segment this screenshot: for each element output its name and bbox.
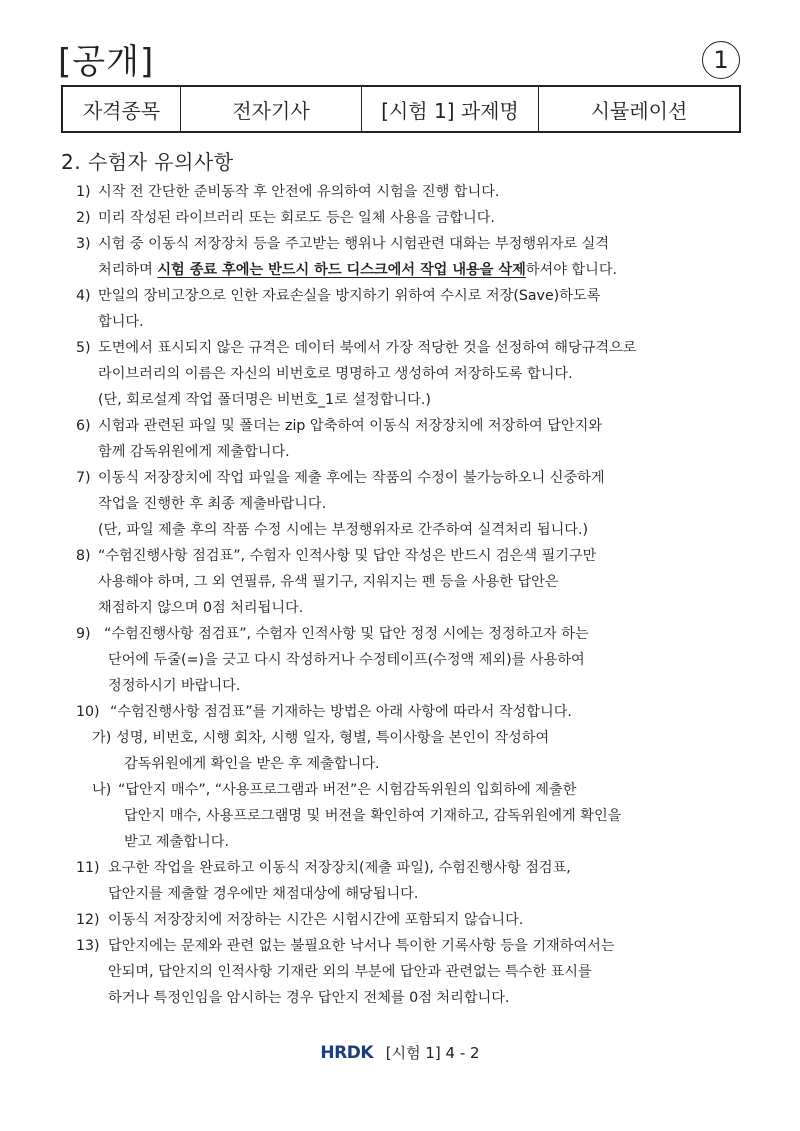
category-label: 자격종목 xyxy=(62,86,181,132)
instruction-text: 정정하시기 바랍니다. xyxy=(108,678,241,694)
instruction-number: 나) xyxy=(92,782,112,798)
page-label: [공개] xyxy=(58,42,155,82)
instruction-text: 받고 제출합니다. xyxy=(124,834,229,850)
hrdk-logo: HRDK xyxy=(320,1043,373,1063)
instruction-number: 2) xyxy=(76,210,91,226)
instruction-number: 3) xyxy=(76,236,91,252)
instruction-text: 하거나 특정인임을 암시하는 경우 답안지 전체를 0점 처리합니다. xyxy=(108,990,510,1006)
section-title: 2. 수험자 유의사항 xyxy=(61,150,234,174)
footer xyxy=(0,1042,800,1063)
instruction-text: 채점하지 않으며 0점 처리됩니다. xyxy=(98,600,304,616)
instruction-text: 합니다. xyxy=(98,314,144,330)
info-table-row xyxy=(62,86,740,132)
instruction-number: 8) xyxy=(76,548,91,564)
instruction-text: “수험진행사항 점검표”, 수험자 인적사항 및 답안 작성은 반드시 검은색 필기구만 xyxy=(98,548,597,564)
instruction-text: (단, 회로설계 작업 폴더명은 비번호_1로 설정합니다.) xyxy=(98,392,431,408)
instruction-text: 미리 작성된 라이브러리 또는 회로도 등은 일체 사용을 금합니다. xyxy=(98,210,495,226)
instruction-text: 함께 감독위원에게 제출합니다. xyxy=(98,444,290,460)
info-table xyxy=(61,85,741,133)
instruction-text: 답안지를 제출할 경우에만 채점대상에 해당됩니다. xyxy=(108,886,419,902)
instruction-text: 시험과 관련된 파일 및 폴더는 zip 압축하여 이동식 저장장치에 저장하여 답안지와 xyxy=(98,418,603,434)
instruction-text: 이동식 저장장치에 작업 파일을 제출 후에는 작품의 수정이 불가능하오니 신중하게 xyxy=(98,470,605,486)
instruction-text: 답안지 매수, 사용프로그램명 및 버전을 확인하여 기재하고, 감독위원에게 확인을 xyxy=(124,808,622,824)
instruction-text: 성명, 비번호, 시행 회차, 시행 일자, 형별, 특이사항을 본인이 작성하여 xyxy=(116,730,550,746)
instruction-number: 10) xyxy=(76,704,100,720)
instruction-text: 사용해야 하며, 그 외 연필류, 유색 필기구, 지워지는 펜 등을 사용한 답안은 xyxy=(98,574,559,590)
instruction-text: “답안지 매수”, “사용프로그램과 버전”은 시험감독위원의 입회하에 제출한 xyxy=(118,782,577,798)
instruction-text: 요구한 작업을 완료하고 이동식 저장장치(제출 파일), 수험진행사항 점검표, xyxy=(108,860,571,876)
task-value: 시뮬레이션 xyxy=(539,86,741,132)
footer-page-text: [시험 1] 4 - 2 xyxy=(385,1044,480,1062)
instruction-text: 단어에 두줄(=)을 긋고 다시 작성하거나 수정테이프(수정액 제외)를 사용하여 xyxy=(108,652,585,668)
instruction-text: (단, 파일 제출 후의 작품 수정 시에는 부정행위자로 간주하여 실격처리 됩니다.) xyxy=(98,522,589,538)
instruction-text: “수험진행사항 점검표”, 수험자 인적사항 및 답안 정정 시에는 정정하고자 하는 xyxy=(104,626,589,642)
instruction-text: 만일의 장비고장으로 인한 자료손실을 방지하기 위하여 수시로 저장(Save)하도록 xyxy=(98,288,601,304)
instruction-number: 6) xyxy=(76,418,91,434)
instruction-text: 안되며, 답안지의 인적사항 기재란 외의 부분에 답안과 관련없는 특수한 표시를 xyxy=(108,964,592,980)
instruction-number: 12) xyxy=(76,912,100,928)
instruction-text: 감독위원에게 확인을 받은 후 제출합니다. xyxy=(124,756,380,772)
instruction-text: 시험 중 이동식 저장장치 등을 주고받는 행위나 시험관련 대화는 부정행위자로 실격 xyxy=(98,236,610,252)
instruction-text: 작업을 진행한 후 최종 제출바랍니다. xyxy=(98,496,327,512)
instruction-text: 이동식 저장장치에 저장하는 시간은 시험시간에 포함되지 않습니다. xyxy=(108,912,524,928)
instruction-text: 시작 전 간단한 준비동작 후 안전에 유의하여 시험을 진행 합니다. xyxy=(98,184,500,200)
instruction-text: 라이브러리의 이름은 자신의 비번호로 명명하고 생성하여 저장하도록 합니다. xyxy=(98,366,573,382)
instruction-text: 도면에서 표시되지 않은 규격은 데이터 북에서 가장 적당한 것을 선정하여 해당규격으로 xyxy=(98,340,637,356)
instruction-number: 9) xyxy=(76,626,91,642)
instruction-number: 5) xyxy=(76,340,91,356)
page-number-badge: 1 xyxy=(702,41,740,79)
instruction-text: “수험진행사항 점검표”를 기재하는 방법은 아래 사항에 따라서 작성합니다. xyxy=(110,704,572,720)
emphasized-warning: 시험 종료 후에는 반드시 하드 디스크에서 작업 내용을 삭제 xyxy=(157,262,526,278)
instruction-number: 4) xyxy=(76,288,91,304)
task-label: [시험 1] 과제명 xyxy=(362,86,539,132)
instruction-text: 처리하며 시험 종료 후에는 반드시 하드 디스크에서 작업 내용을 삭제하셔야 합니다. xyxy=(98,262,618,278)
instruction-number: 7) xyxy=(76,470,91,486)
instruction-text: 답안지에는 문제와 관련 없는 불필요한 낙서나 특이한 기록사항 등을 기재하여서는 xyxy=(108,938,615,954)
instruction-number: 11) xyxy=(76,860,100,876)
category-value: 전자기사 xyxy=(181,86,362,132)
instruction-number: 가) xyxy=(92,730,112,746)
instruction-number: 13) xyxy=(76,938,100,954)
instruction-number: 1) xyxy=(76,184,91,200)
